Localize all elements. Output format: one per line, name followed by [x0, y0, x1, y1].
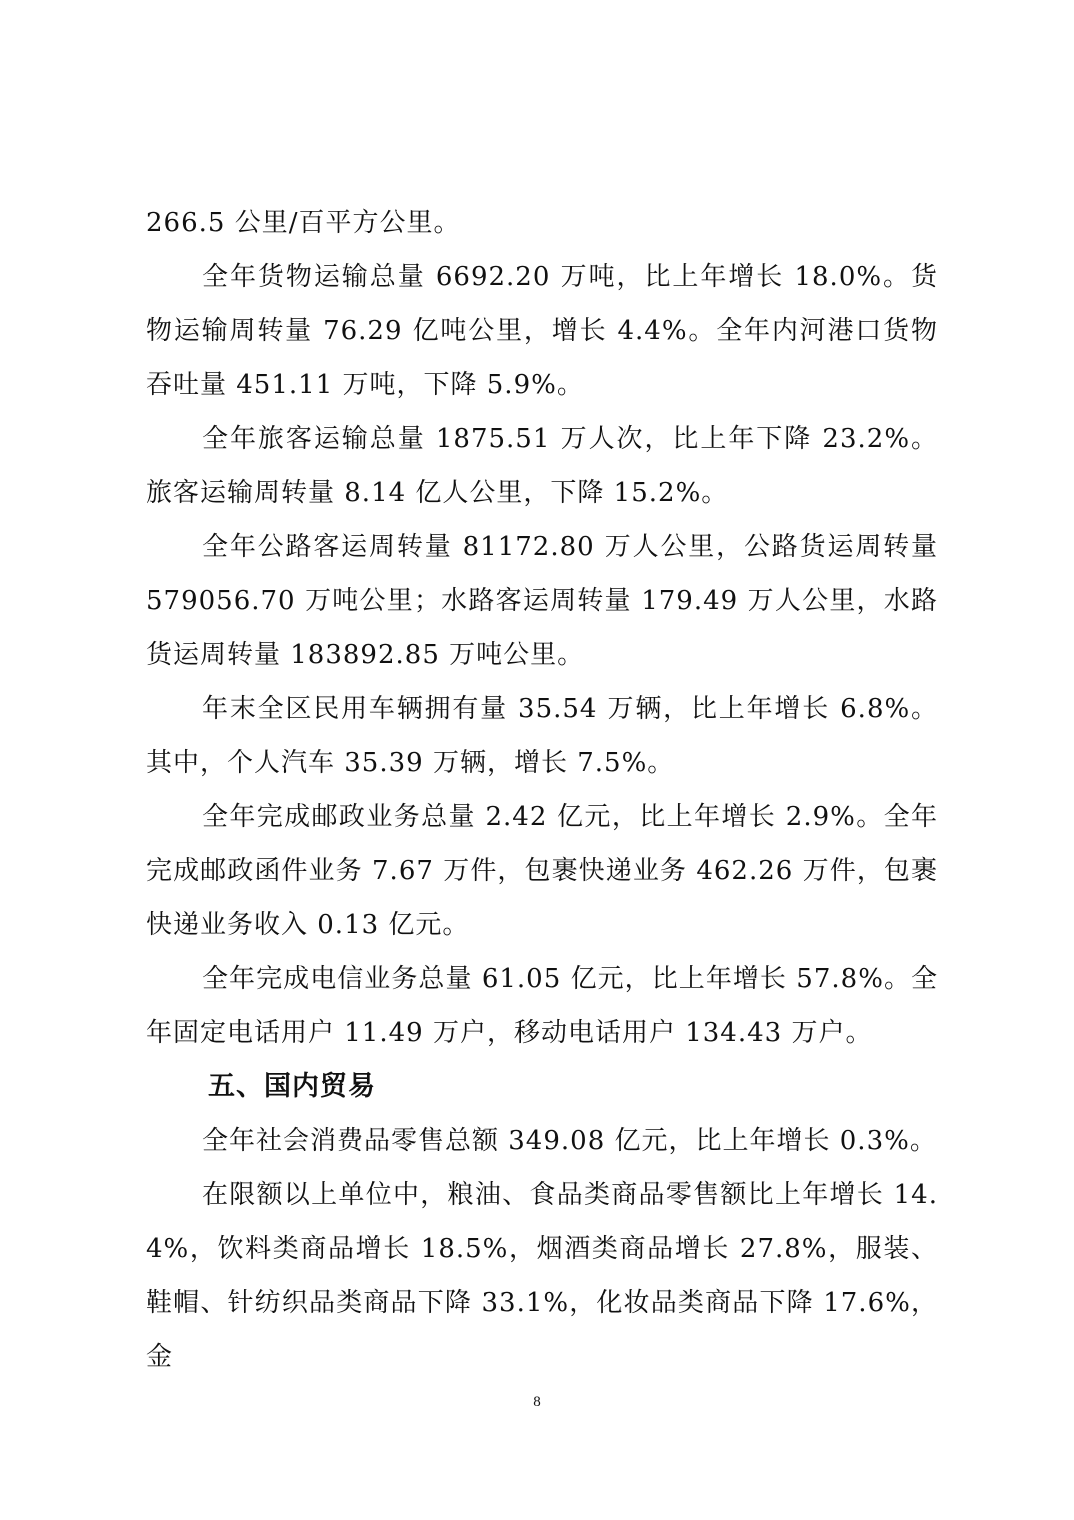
paragraph-retail-categories: 在限额以上单位中，粮油、食品类商品零售额比上年增长 14.4%，饮料类商品增长 18.5%，烟酒类商品增长 27.8%，服装、鞋帽、针纺织品类商品下降 33.1%，化妆品类商品下降 17.6%，金	[146, 1180, 938, 1372]
section-heading-domestic-trade: 五、国内贸易	[208, 1071, 376, 1102]
paragraph-road-density-end: 266.5 公里/百平方公里。	[146, 208, 461, 238]
paragraph-freight-transport: 全年货物运输总量 6692.20 万吨，比上年增长 18.0%。货物运输周转量 76.29 亿吨公里，增长 4.4%。全年内河港口货物吞吐量 451.11 万吨，下降 5.9%。	[146, 262, 938, 400]
paragraph-passenger-transport: 全年旅客运输总量 1875.51 万人次，比上年下降 23.2%。旅客运输周转量 8.14 亿人公里，下降 15.2%。	[146, 424, 938, 508]
paragraph-telecom-business: 全年完成电信业务总量 61.05 亿元，比上年增长 57.8%。全年固定电话用户 11.49 万户，移动电话用户 134.43 万户。	[146, 964, 938, 1048]
paragraph-road-water-turnover: 全年公路客运周转量 81172.80 万人公里，公路货运周转量 579056.70 万吨公里；水路客运周转量 179.49 万人公里，水路货运周转量 183892.85 万吨公里。	[146, 532, 938, 670]
body-text	[146, 196, 938, 1384]
page-number: 8	[533, 1394, 541, 1410]
paragraph-postal-business: 全年完成邮政业务总量 2.42 亿元，比上年增长 2.9%。全年完成邮政函件业务 7.67 万件，包裹快递业务 462.26 万件，包裹快递业务收入 0.13 亿元。	[146, 802, 938, 940]
paragraph-civil-vehicles: 年末全区民用车辆拥有量 35.54 万辆，比上年增长 6.8%。其中，个人汽车 35.39 万辆，增长 7.5%。	[146, 694, 938, 778]
paragraph-retail-sales: 全年社会消费品零售总额 349.08 亿元，比上年增长 0.3%。	[202, 1126, 937, 1156]
